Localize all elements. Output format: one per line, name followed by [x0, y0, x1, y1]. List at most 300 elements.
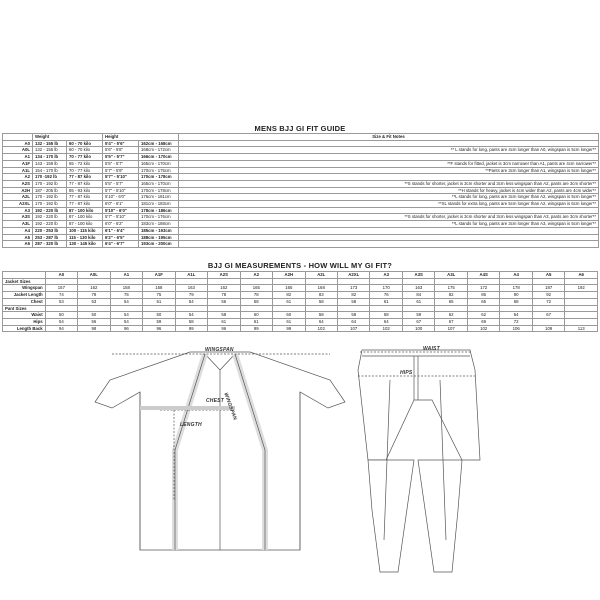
fit-guide-title: MENS BJJ GI FIT GUIDE — [254, 124, 346, 133]
length-label: LENGTH — [180, 422, 202, 428]
fit-kg-cell: 77 - 87 kilo — [67, 194, 103, 201]
fit-note-cell — [179, 140, 599, 147]
empty-cell — [45, 305, 77, 312]
measure-value — [565, 292, 598, 299]
measure-value: 90 — [500, 292, 532, 299]
measure-value: 72 — [532, 298, 564, 305]
fit-cm-cell: 170cm - 178cm — [139, 187, 179, 194]
measure-value: 64 — [305, 318, 337, 325]
measure-value: 106 — [500, 325, 532, 332]
measure-value: 92 — [532, 292, 564, 299]
measure-value: 62 — [467, 312, 499, 319]
measure-value: 54 — [175, 298, 207, 305]
measure-value: 96 — [143, 325, 175, 332]
size-column-header: A1 — [110, 272, 142, 279]
measure-value: 60 — [240, 312, 272, 319]
jacket-drawing — [95, 352, 345, 550]
fit-note-cell: **L stands for long, pants are 3cm longer than A3, wingspan is 5cm longer** — [179, 221, 599, 228]
empty-cell — [532, 305, 564, 312]
measure-value: 102 — [370, 325, 402, 332]
measure-value: 75 — [110, 292, 142, 299]
fit-note-cell: **H stands for heavy, jacket is 4cm wider than A2, pants are 4cm wider** — [179, 187, 599, 194]
fit-ft-cell: 6'4" - 6'7" — [103, 241, 139, 248]
fit-row — [3, 194, 599, 201]
measure-value: 58 — [370, 312, 402, 319]
size-column-header: A2L — [305, 272, 337, 279]
measure-value: 78 — [78, 292, 110, 299]
fit-note-cell — [179, 234, 599, 241]
fit-row — [3, 227, 599, 234]
empty-cell — [370, 305, 402, 312]
fit-kg-cell: 60 - 70 kilo — [67, 140, 103, 147]
measure-value: 79 — [175, 292, 207, 299]
size-column-header: A4 — [500, 272, 532, 279]
measure-value: 102 — [305, 325, 337, 332]
fit-lb-cell: 170 - 192 lb — [33, 201, 67, 208]
measure-value: 100 — [402, 325, 434, 332]
measure-row — [3, 318, 598, 325]
size-column-header: A2S — [208, 272, 240, 279]
fit-size-cell: A3S — [3, 214, 33, 221]
measure-label: Jacket Length — [3, 292, 46, 299]
wingspan-top-label: WINGSPAN — [205, 347, 234, 353]
measure-value: 109 — [532, 325, 564, 332]
size-column-header: A2H — [273, 272, 305, 279]
fit-note-cell: **L stands for long, pants are 3cm longer than A2, wingspan is 5cm longer** — [179, 194, 599, 201]
measure-value: 187 — [532, 285, 564, 292]
measure-value: 53 — [78, 298, 110, 305]
pants-drawing — [358, 350, 480, 572]
gi-illustration — [0, 340, 600, 580]
measure-value: 54 — [110, 318, 142, 325]
measure-value: 172 — [467, 285, 499, 292]
fit-kg-cell: 77 - 87 kilo — [67, 201, 103, 208]
measure-value: 68 — [500, 298, 532, 305]
fit-row — [3, 214, 599, 221]
fit-row — [3, 167, 599, 174]
fit-row — [3, 147, 599, 154]
measure-value: 170 — [370, 285, 402, 292]
fit-note-cell — [179, 154, 599, 161]
measure-value: 82 — [273, 292, 305, 299]
fit-cm-cell: 168cm - 172cm — [139, 147, 179, 154]
size-column-header: A6 — [565, 272, 598, 279]
measure-value: 54 — [110, 312, 142, 319]
measure-value: 61 — [273, 298, 305, 305]
measure-value: 64 — [338, 318, 370, 325]
fit-ft-cell: 5'7" - 5'10" — [103, 187, 139, 194]
fit-kg-cell: 100 - 115 kilo — [67, 227, 103, 234]
measure-value: 96 — [208, 325, 240, 332]
measure-value: 59 — [402, 312, 434, 319]
measure-value: 72 — [500, 318, 532, 325]
fit-ft-cell: 6'2" - 6'5" — [103, 234, 139, 241]
fit-kg-cell: 87 - 100 kilo — [67, 207, 103, 214]
fit-ft-cell: 5'10" - 6'0" — [103, 207, 139, 214]
fit-lb-cell: 154 - 170 lb — [33, 167, 67, 174]
measure-label: Waist — [3, 312, 46, 319]
measure-value: 61 — [402, 298, 434, 305]
fit-size-cell: A3L — [3, 221, 33, 228]
fit-guide-table — [2, 133, 599, 248]
fit-size-cell: A1F — [3, 160, 33, 167]
empty-cell — [305, 278, 337, 285]
measure-value: 75 — [143, 292, 175, 299]
fit-row — [3, 187, 599, 194]
fit-ft-cell: 5'5" - 5'7" — [103, 160, 139, 167]
measure-value: 51 — [143, 298, 175, 305]
measure-value: 64 — [370, 318, 402, 325]
fit-ft-cell: 5'7" - 5'9" — [103, 167, 139, 174]
fit-ft-cell: 5'5" - 5'7" — [103, 180, 139, 187]
wingspan-arm-label: WINGSPAN — [222, 392, 238, 422]
measure-value: 65 — [435, 298, 467, 305]
fit-ft-cell: 5'6" - 5'8" — [103, 147, 139, 154]
measure-value: 58 — [338, 312, 370, 319]
measure-value: 94 — [45, 325, 77, 332]
measure-row — [3, 325, 598, 332]
fit-note-cell: **Pants are 3cm longer than A1, wingspan is 5cm longer** — [179, 167, 599, 174]
measure-row — [3, 292, 598, 299]
measure-row — [3, 312, 598, 319]
measure-value: 162 — [208, 285, 240, 292]
measure-value: 163 — [175, 285, 207, 292]
fit-size-cell: A5 — [3, 234, 33, 241]
fit-note-cell: **S stands for shorter, jacket is 3cm shorter and 3cm less wingspan than A3, pants are 3cm shorter** — [179, 214, 599, 221]
measure-value: 56 — [208, 298, 240, 305]
empty-cell — [565, 305, 598, 312]
measure-value — [532, 318, 564, 325]
measure-value: 78 — [208, 292, 240, 299]
empty-cell — [45, 278, 77, 285]
measurements-header — [3, 272, 598, 279]
fit-kg-cell: 77 - 87 kilo — [67, 174, 103, 181]
measure-value: 54 — [175, 312, 207, 319]
notes-header: Size & Fit Notes — [179, 134, 599, 141]
measure-label: Wingspan — [3, 285, 46, 292]
measure-value: 99 — [175, 325, 207, 332]
fit-row — [3, 221, 599, 228]
gi-diagram — [0, 340, 600, 450]
measure-value: 62 — [435, 312, 467, 319]
fit-kg-cell: 70 - 77 kilo — [67, 167, 103, 174]
fit-lb-cell: 170 -192 lb — [33, 174, 67, 181]
waist-label: WAIST — [423, 346, 440, 352]
empty-cell — [110, 305, 142, 312]
fit-kg-cell: 60 - 70 kilo — [67, 147, 103, 154]
measure-label: Hips — [3, 318, 46, 325]
size-column-header: A0 — [45, 272, 77, 279]
fit-cm-cell: 183cm - 188cm — [139, 221, 179, 228]
empty-cell — [175, 278, 207, 285]
fit-note-cell: ** L stands for long, pants are 4cm longer than A0, wingspan is 5cm longer** — [179, 147, 599, 154]
fit-cm-cell: 188cm - 195cm — [139, 234, 179, 241]
fit-size-cell: A6 — [3, 241, 33, 248]
measure-row — [3, 298, 598, 305]
size-column-header: A3 — [370, 272, 402, 279]
empty-cell — [467, 278, 499, 285]
measure-value: 67 — [532, 312, 564, 319]
empty-cell — [208, 305, 240, 312]
fit-size-cell: A0 — [3, 140, 33, 147]
fit-lb-cell: 134 - 170 lb — [33, 154, 67, 161]
measure-value: 50 — [143, 312, 175, 319]
measure-value: 192 — [565, 285, 598, 292]
fit-size-cell: A1L — [3, 167, 33, 174]
fit-row — [3, 154, 599, 161]
fit-note-cell: **XL stands for extra long, pants are 5cm longer than A2, wingspan is 6cm longer** — [179, 201, 599, 208]
fit-size-cell: A2S — [3, 180, 33, 187]
size-column-header: A1F — [143, 272, 175, 279]
size-header — [3, 134, 33, 141]
section-label: Pant Sizes — [3, 305, 46, 312]
fit-kg-cell: 87 - 100 kilo — [67, 214, 103, 221]
empty-cell — [240, 278, 272, 285]
fit-size-cell: A4 — [3, 227, 33, 234]
measure-value: 58 — [240, 298, 272, 305]
measure-value: 60 — [273, 312, 305, 319]
fit-ft-cell: 6'0" - 6'2" — [103, 221, 139, 228]
empty-cell — [402, 305, 434, 312]
measure-value: 61 — [240, 318, 272, 325]
empty-cell — [532, 278, 564, 285]
measure-value: 102 — [467, 325, 499, 332]
fit-note-cell — [179, 241, 599, 248]
fit-row — [3, 174, 599, 181]
fit-cm-cell: 193cm - 200cm — [139, 241, 179, 248]
fit-size-cell: A0L — [3, 147, 33, 154]
fit-kg-cell: 87 - 100 kilo — [67, 221, 103, 228]
fit-size-cell: A3 — [3, 207, 33, 214]
measure-value: 83 — [305, 292, 337, 299]
fit-cm-cell: 170cm - 178cm — [139, 174, 179, 181]
measure-value: 61 — [370, 298, 402, 305]
measure-value: 53 — [45, 298, 77, 305]
fit-lb-cell: 143 - 159 lb — [33, 160, 67, 167]
fit-cm-cell: 185cm - 193cm — [139, 227, 179, 234]
empty-cell — [273, 278, 305, 285]
empty-cell — [500, 305, 532, 312]
empty-cell — [143, 305, 175, 312]
measure-value: 165 — [273, 285, 305, 292]
fit-lb-cell: 192 - 220 lb — [33, 214, 67, 221]
measure-value: 58 — [305, 298, 337, 305]
measure-value: 54 — [110, 298, 142, 305]
size-column-header: A2XL — [338, 272, 370, 279]
fit-lb-cell: 253 - 287 lb — [33, 234, 67, 241]
fit-row — [3, 140, 599, 147]
fit-note-cell — [179, 227, 599, 234]
measure-value: 64 — [500, 312, 532, 319]
fit-lb-cell: 220 - 253 lb — [33, 227, 67, 234]
measure-row — [3, 285, 598, 292]
fit-note-cell — [179, 207, 599, 214]
empty-cell — [435, 278, 467, 285]
fit-cm-cell: 181cm - 183cm — [139, 201, 179, 208]
measure-value: 58 — [175, 318, 207, 325]
measure-value: 168 — [305, 285, 337, 292]
fit-kg-cell: 85 - 93 kilo — [67, 187, 103, 194]
section-row — [3, 278, 598, 285]
fit-cm-cell: 162cm - 168cm — [139, 140, 179, 147]
measure-value — [565, 298, 598, 305]
fit-cm-cell: 178cm - 186cm — [139, 207, 179, 214]
empty-cell — [500, 278, 532, 285]
empty-cell — [273, 305, 305, 312]
fit-guide-header — [3, 134, 599, 141]
fit-row — [3, 160, 599, 167]
measure-value: 82 — [435, 292, 467, 299]
size-column-header: A5 — [532, 272, 564, 279]
measure-value: 61 — [208, 318, 240, 325]
fit-ft-cell: 5'10" - 6'0" — [103, 194, 139, 201]
height-header: Height — [103, 134, 179, 141]
empty-cell — [78, 278, 110, 285]
measure-value: 96 — [110, 325, 142, 332]
empty-cell — [175, 305, 207, 312]
measure-value: 157 — [45, 285, 77, 292]
fit-kg-cell: 130 - 145 kilo — [67, 241, 103, 248]
empty-cell — [402, 278, 434, 285]
fit-note-cell: **F stands for fitted, jacket is 3cm narrower than A1, pants are 4cm narrower** — [179, 160, 599, 167]
fit-lb-cell: 192 - 220 lb — [33, 207, 67, 214]
measure-value: 82 — [338, 292, 370, 299]
fit-size-cell: A1 — [3, 154, 33, 161]
fit-kg-cell: 70 - 77 kilo — [67, 154, 103, 161]
fit-size-cell: A2H — [3, 187, 33, 194]
measure-value: 69 — [467, 318, 499, 325]
measure-corner — [3, 272, 46, 279]
measure-value: 76 — [370, 292, 402, 299]
empty-cell — [208, 278, 240, 285]
fit-ft-cell: 5'4" - 5'6" — [103, 140, 139, 147]
empty-cell — [370, 278, 402, 285]
fit-lb-cell: 170 - 192 lb — [33, 194, 67, 201]
fit-note-cell: **S stands for shorter, jacket is 3cm shorter and 3cm less wingspan than A2, pants are 3cm shorter** — [179, 180, 599, 187]
fit-cm-cell: 165cm - 170cm — [139, 160, 179, 167]
fit-kg-cell: 65 - 72 kilo — [67, 160, 103, 167]
fit-lb-cell: 132 - 155 lb — [33, 140, 67, 147]
measure-value: 158 — [110, 285, 142, 292]
measure-value: 99 — [273, 325, 305, 332]
section-row — [3, 305, 598, 312]
empty-cell — [78, 305, 110, 312]
empty-cell — [435, 305, 467, 312]
measure-value: 99 — [240, 325, 272, 332]
fit-cm-cell: 170cm - 175cm — [139, 167, 179, 174]
measure-value: 107 — [435, 325, 467, 332]
fit-kg-cell: 115 - 130 kilo — [67, 234, 103, 241]
size-column-header: A3L — [435, 272, 467, 279]
measure-value: 65 — [467, 298, 499, 305]
measure-value: 67 — [402, 318, 434, 325]
fit-lb-cell: 132 - 155 lb — [33, 147, 67, 154]
measure-value: 67 — [435, 318, 467, 325]
measure-value: 58 — [208, 312, 240, 319]
measure-value: 58 — [305, 312, 337, 319]
fit-row — [3, 201, 599, 208]
fit-size-cell: A2XL — [3, 201, 33, 208]
measure-value: 158 — [143, 285, 175, 292]
measure-value: 61 — [273, 318, 305, 325]
fit-ft-cell: 6'0" - 6'1" — [103, 201, 139, 208]
empty-cell — [240, 305, 272, 312]
fit-kg-cell: 77 - 87 kilo — [67, 180, 103, 187]
measure-value: 56 — [78, 318, 110, 325]
empty-cell — [565, 278, 598, 285]
fit-ft-cell: 6'1" - 6'4" — [103, 227, 139, 234]
measure-value: 59 — [143, 318, 175, 325]
measure-value: 78 — [240, 292, 272, 299]
empty-cell — [467, 305, 499, 312]
fit-size-cell: A2L — [3, 194, 33, 201]
empty-cell — [143, 278, 175, 285]
measure-value: 113 — [565, 325, 598, 332]
measure-value: 98 — [78, 325, 110, 332]
fit-ft-cell: 5'5" - 5'7" — [103, 154, 139, 161]
hips-label: HIPS — [400, 370, 413, 376]
fit-size-cell: A2 — [3, 174, 33, 181]
measure-value — [565, 318, 598, 325]
chest-label: CHEST — [206, 398, 224, 404]
empty-cell — [338, 278, 370, 285]
measure-value: 74 — [45, 292, 77, 299]
empty-cell — [305, 305, 337, 312]
fit-row — [3, 234, 599, 241]
fit-row — [3, 180, 599, 187]
fit-ft-cell: 5'7" - 5'10" — [103, 214, 139, 221]
fit-cm-cell: 166cm - 170cm — [139, 154, 179, 161]
measure-value: 163 — [402, 285, 434, 292]
section-label: Jacket Sizes — [3, 278, 46, 285]
measure-value: 86 — [467, 292, 499, 299]
measure-value: 165 — [240, 285, 272, 292]
measure-value: 107 — [338, 325, 370, 332]
measure-value: 175 — [435, 285, 467, 292]
fit-lb-cell: 187 - 205 lb — [33, 187, 67, 194]
empty-cell — [338, 305, 370, 312]
measure-value: 173 — [338, 285, 370, 292]
fit-lb-cell: 192 - 220 lb — [33, 221, 67, 228]
measure-value: 50 — [78, 312, 110, 319]
measurements-table — [2, 271, 598, 332]
size-column-header: A4S — [467, 272, 499, 279]
measure-value: 58 — [338, 298, 370, 305]
measure-value: 178 — [500, 285, 532, 292]
measure-value — [565, 312, 598, 319]
fit-ft-cell: 5'7" - 5'10" — [103, 174, 139, 181]
measure-value: 50 — [45, 312, 77, 319]
fit-row — [3, 241, 599, 248]
weight-header: Weight — [33, 134, 103, 141]
fit-cm-cell: 176cm - 181cm — [139, 194, 179, 201]
fit-cm-cell: 170cm - 176cm — [139, 214, 179, 221]
measure-value: 54 — [45, 318, 77, 325]
size-column-header: A2 — [240, 272, 272, 279]
measurements-title: BJJ GI MEASUREMENTS - HOW WILL MY GI FIT? — [207, 261, 393, 270]
fit-lb-cell: 170 - 192 lb — [33, 180, 67, 187]
measure-value: 162 — [78, 285, 110, 292]
measure-label: Length Back — [3, 325, 46, 332]
fit-lb-cell: 287 - 320 lb — [33, 241, 67, 248]
fit-row — [3, 207, 599, 214]
fit-note-cell — [179, 174, 599, 181]
fit-cm-cell: 165cm - 170cm — [139, 180, 179, 187]
size-column-header: A1L — [175, 272, 207, 279]
measure-label: Chest — [3, 298, 46, 305]
empty-cell — [110, 278, 142, 285]
size-column-header: A0L — [78, 272, 110, 279]
